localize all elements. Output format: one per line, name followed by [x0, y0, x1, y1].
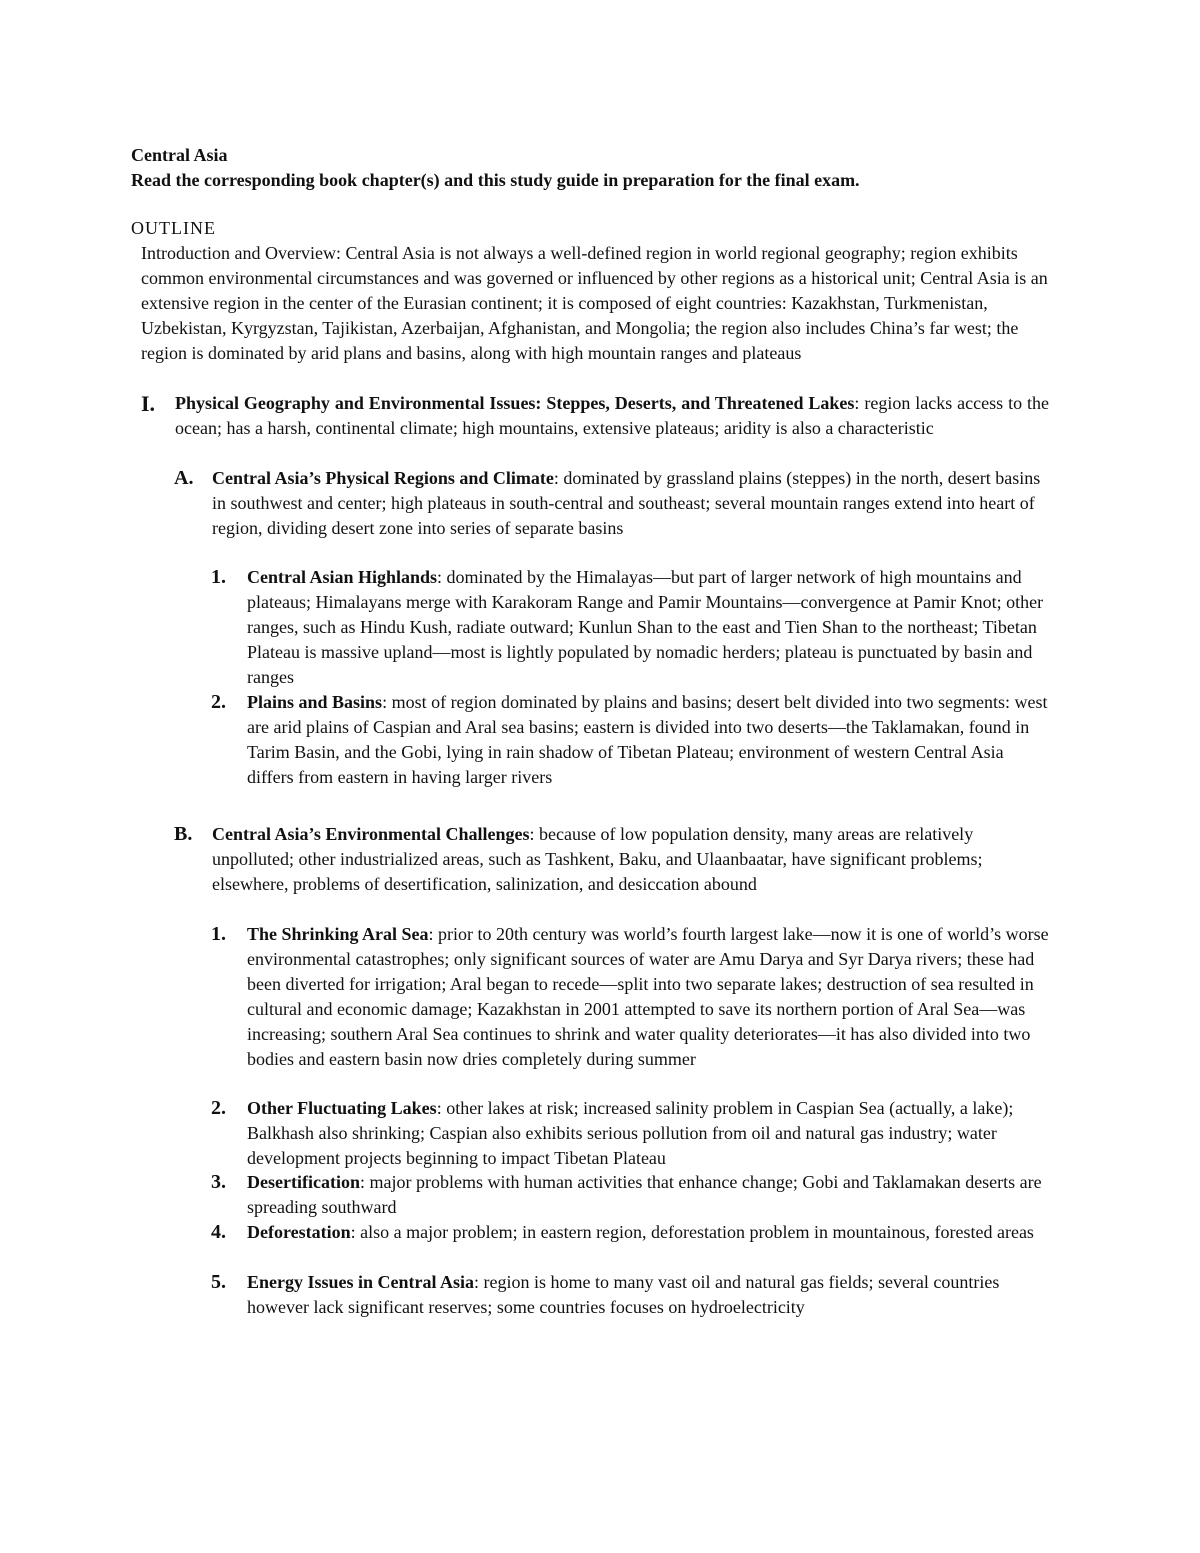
- section-a-text: : dominated by grassland plains (steppes) in the north, desert basins in southwest and center; high plateaus in south-central and southeast; several mountain ranges extend into heart of region, dividing desert zone into series of separate basins: [212, 468, 1041, 538]
- list-item-marker: 3.: [211, 1171, 226, 1193]
- list-item-heading: Deforestation: [247, 1222, 351, 1242]
- list-item-heading: Central Asian Highlands: [247, 567, 438, 587]
- intro-paragraph: Introduction and Overview: Central Asia is not always a well-defined region in world regional geography; region exhibits common environmental circumstances and was governed or influenced by other regions as a historical unit; Central Asia is an extensive region in the center of the Eurasian continent; it is composed of eight countries: Kazakhstan, Turkmenistan, Uzbekistan, Kyrgyzstan, Tajikistan, Azerbaijan, Afghanistan, and Mongolia; the region also includes China’s far west; the region is dominated by arid plans and basins, along with high mountain ranges and plateaus: [141, 243, 1048, 363]
- section-i-text: : region lacks access to the ocean; has a harsh, continental climate; high mountains, extensive plateaus; aridity is also a characteristic: [175, 393, 1049, 438]
- section-a-body: [212, 466, 1050, 541]
- section-b-heading: Central Asia’s Environmental Challenges: [212, 824, 530, 844]
- section-b-item-2: [211, 1096, 1053, 1171]
- section-i: [141, 391, 1049, 441]
- section-i-marker: I.: [141, 391, 156, 416]
- section-b-item-4: [211, 1220, 1053, 1245]
- list-item-text: : region is home to many vast oil and natural gas fields; several countries however lack significant reserves; some countries focuses on hydroelectricity: [247, 1272, 1000, 1317]
- list-item-heading: Energy Issues in Central Asia: [247, 1272, 475, 1292]
- list-item-heading: Plains and Basins: [247, 692, 383, 712]
- section-b-item-5: [211, 1270, 1017, 1320]
- list-item-body: [247, 565, 1053, 690]
- section-a-heading: Central Asia’s Physical Regions and Climate: [212, 468, 554, 488]
- list-item-text: : also a major problem; in eastern region, deforestation problem in mountainous, forested areas: [350, 1222, 1034, 1242]
- list-item-body: [247, 922, 1053, 1072]
- section-a: [174, 466, 1050, 541]
- list-item-heading: Other Fluctuating Lakes: [247, 1098, 437, 1118]
- list-item-heading: The Shrinking Aral Sea: [247, 924, 429, 944]
- list-item-marker: 5.: [211, 1271, 226, 1293]
- list-item-marker: 1.: [211, 923, 226, 945]
- list-item-marker: 2.: [211, 691, 226, 713]
- section-a-item-1: [211, 565, 1053, 690]
- section-i-body: [175, 391, 1049, 441]
- list-item-body: [247, 1220, 1053, 1245]
- list-item-text: : prior to 20th century was world’s fourth largest lake—now it is one of world’s worse environmental catastrophes; only significant sources of water are Amu Darya and Syr Darya rivers; these had been diverted for irrigation; Aral began to recede—split into two separate lakes; destruction of sea resulted in cultural and economic damage; Kazakhstan in 2001 attempted to save its northern portion of Aral Sea—was increasing; southern Aral Sea continues to shrink and water quality deteriorates—it has also divided into two bodies and eastern basin now dries completely during summer: [247, 924, 1049, 1069]
- list-item-body: [247, 1270, 1017, 1320]
- list-item-body: [247, 1096, 1053, 1171]
- list-item-heading: Desertification: [247, 1172, 360, 1192]
- section-i-heading: Physical Geography and Environmental Issues: Steppes, Deserts, and Threatened Lakes: [175, 393, 855, 413]
- section-b-body: [212, 822, 1050, 897]
- list-item-text: : other lakes at risk; increased salinity problem in Caspian Sea (actually, a lake); Balkhash also shrinking; Caspian also exhibits serious pollution from oil and natural gas industry; water development projects beginning to impact Tibetan Plateau: [247, 1098, 1014, 1168]
- section-a-marker: A.: [174, 467, 194, 489]
- list-item-text: : major problems with human activities that enhance change; Gobi and Taklamakan deserts are spreading southward: [247, 1172, 1042, 1217]
- list-item-marker: 2.: [211, 1097, 226, 1119]
- document-title: Central Asia: [131, 145, 228, 165]
- list-item-marker: 1.: [211, 566, 226, 588]
- list-item-body: [247, 690, 1053, 790]
- section-b-text: : because of low population density, many areas are relatively unpolluted; other industrialized areas, such as Tashkent, Baku, and Ulaanbaatar, have significant problems; elsewhere, problems of desertification, salinization, and desiccation abound: [212, 824, 983, 894]
- section-a-item-2: [211, 690, 1053, 790]
- section-b: [174, 822, 1050, 897]
- list-item-body: [247, 1170, 1053, 1220]
- list-item-marker: 4.: [211, 1221, 226, 1243]
- outline-heading: OUTLINE: [131, 218, 216, 238]
- section-b-item-3: [211, 1170, 1053, 1220]
- list-item-text: : most of region dominated by plains and basins; desert belt divided into two segments: west are arid plains of Caspian and Aral sea basins; eastern is divided into two deserts—the Taklamakan, found in Tarim Basin, and the Gobi, lying in rain shadow of Tibetan Plateau; environment of western Central Asia differs from eastern in having larger rivers: [247, 692, 1048, 787]
- document-subtitle: Read the corresponding book chapter(s) and this study guide in preparation for the final exam.: [131, 170, 860, 190]
- section-b-item-1: [211, 922, 1053, 1072]
- section-b-marker: B.: [174, 823, 193, 845]
- list-item-text: : dominated by the Himalayas—but part of larger network of high mountains and plateaus; Himalayans merge with Karakoram Range and Pamir Mountains—convergence at Pamir Knot; other ranges, such as Hindu Kush, radiate outward; Kunlun Shan to the east and Tien Shan to the northeast; Tibetan Plateau is massive upland—most is lightly populated by nomadic herders; plateau is punctuated by basin and ranges: [247, 567, 1044, 687]
